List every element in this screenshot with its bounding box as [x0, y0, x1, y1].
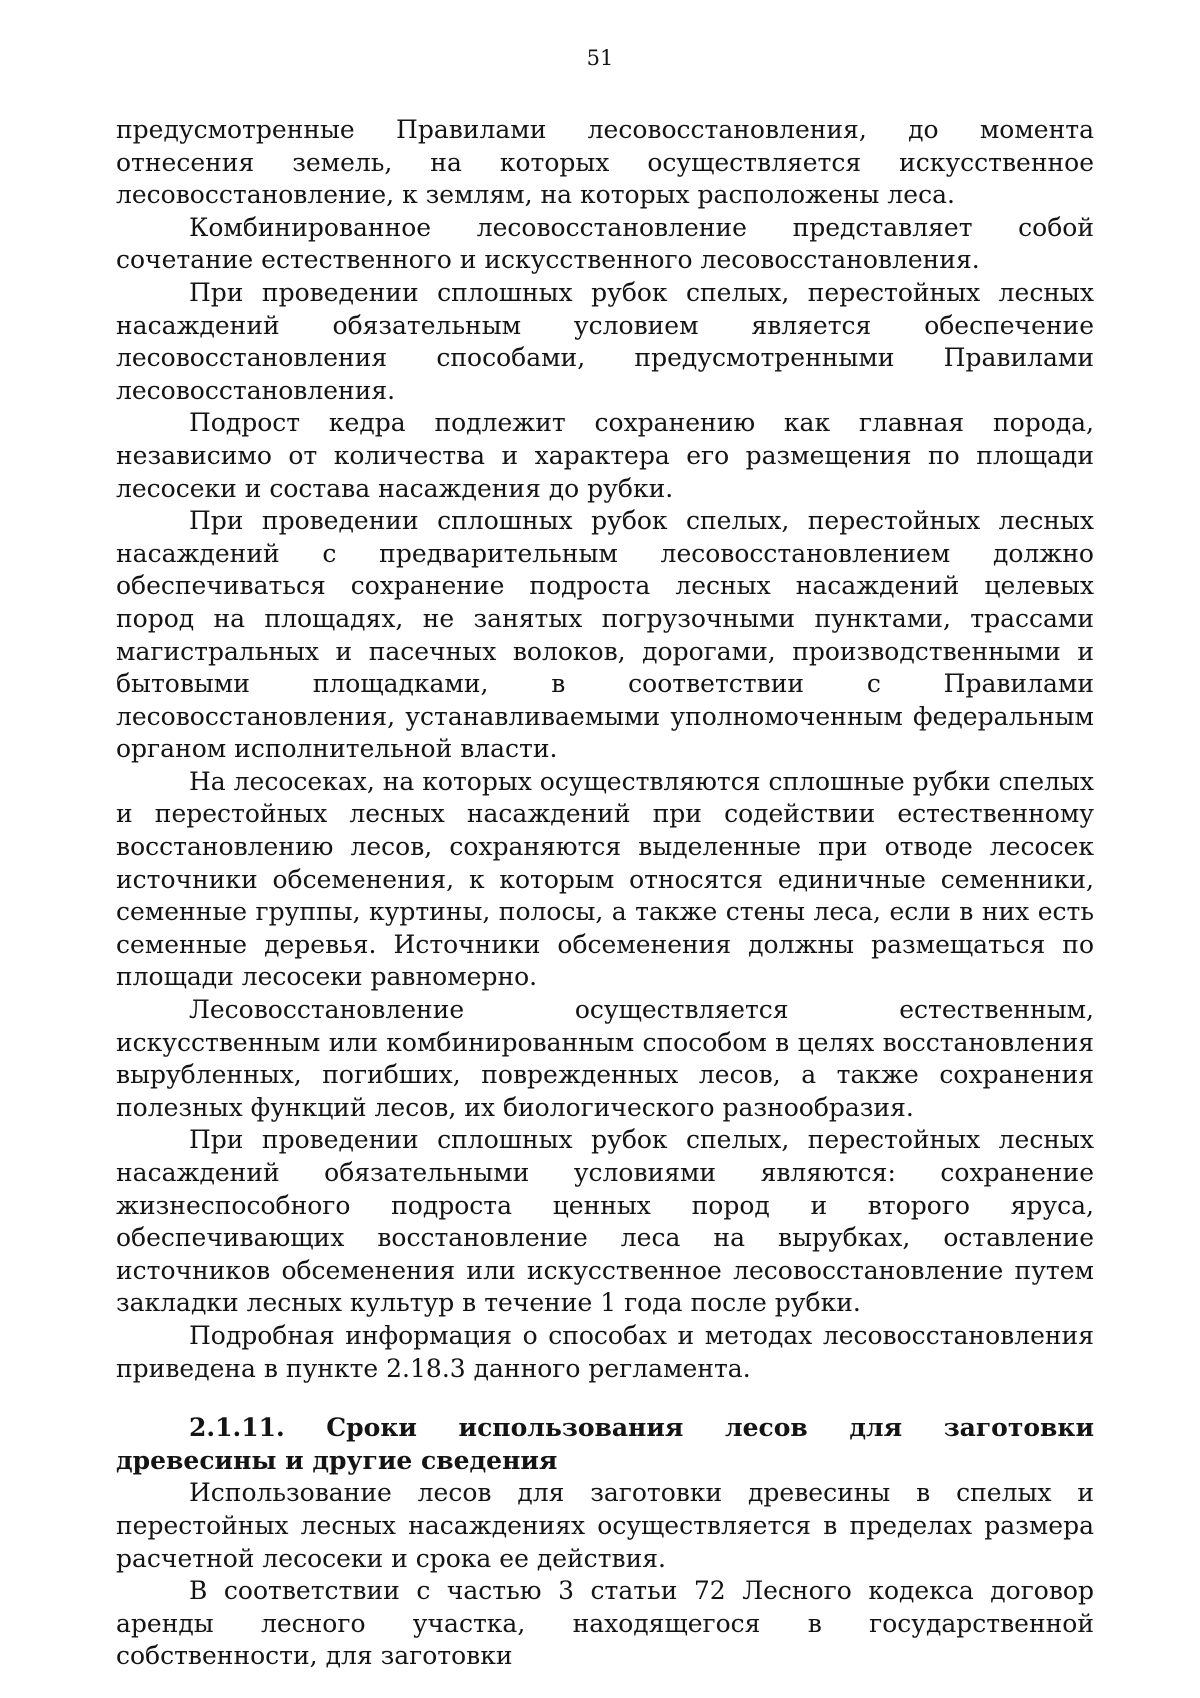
paragraph: При проведении сплошных рубок спелых, перестойных лесных насаждений обязательным условием является обеспечение лесовосстановления способами, предусмотренными Правилами лесовосстановления. — [116, 277, 1094, 405]
paragraph: Лесовосстановление осуществляется естественным, искусственным или комбинированным способом в целях восстановления вырубленных, погибших, поврежденных лесов, а также сохранения полезных функций лесов, их биологического разнообразия. — [116, 995, 1094, 1122]
paragraph-truncated: В соответствии с частью 3 статьи 72 Лесного кодекса договор аренды лесного участка, находящегося в государственной собственности, для заготовки — [116, 1576, 1094, 1671]
paragraph: При проведении сплошных рубок спелых, перестойных лесных насаждений обязательными условиями являются: сохранение жизнеспособного подроста ценных пород и второго яруса, обеспечивающих восстановление леса на вырубках, оставление источников обсеменения или искусственное лесовосстановление путем закладки лесных культур в течение 1 года после рубки. — [116, 1125, 1094, 1318]
paragraph-continuation: предусмотренные Правилами лесовосстановления, до момента отнесения земель, на которых осуществляется искусственное лесовосстановление, к землям, на которых расположены леса. — [116, 115, 1094, 210]
paragraph: При проведении сплошных рубок спелых, перестойных лесных насаждений с предварительным лесовосстановлением должно обеспечиваться сохранение подроста лесных насаждений целевых пород на площадях, не занятых погрузочными пунктами, трассами магистральных и пасечных волоков, дорогами, производственными и бытовыми площадками, в соответствии с Правилами лесовосстановления, устанавливаемыми уполномоченным федеральным органом исполнительной власти. — [116, 506, 1094, 764]
paragraph: Подрост кедра подлежит сохранению как главная порода, независимо от количества и характера его размещения по площади лесосеки и состава насаждения до рубки. — [116, 408, 1094, 503]
section-heading: 2.1.11. Сроки использования лесов для заготовки древесины и другие сведения — [116, 1413, 1094, 1475]
paragraph: Использование лесов для заготовки древесины в спелых и перестойных лесных насаждениях осуществляется в пределах размера расчетной лесосеки и срока ее действия. — [116, 1478, 1094, 1573]
paragraph: Комбинированное лесовосстановление представляет собой сочетание естественного и искусственного лесовосстановления. — [116, 212, 1094, 275]
paragraph: Подробная информация о способах и методах лесовосстановления приведена в пункте 2.18.3 данного регламента. — [116, 1320, 1094, 1383]
page-number: 51 — [586, 46, 614, 70]
paragraph: На лесосеках, на которых осуществляются сплошные рубки спелых и перестойных лесных насаждений при содействии естественному восстановлению лесов, сохраняются выделенные при отводе лесосек источники обсеменения, к которым относятся единичные семенники, семенные группы, куртины, полосы, а также стены леса, если в них есть семенные деревья. Источники обсеменения должны размещаться по площади лесосеки равномерно. — [116, 766, 1094, 992]
document-body — [116, 114, 1094, 1673]
